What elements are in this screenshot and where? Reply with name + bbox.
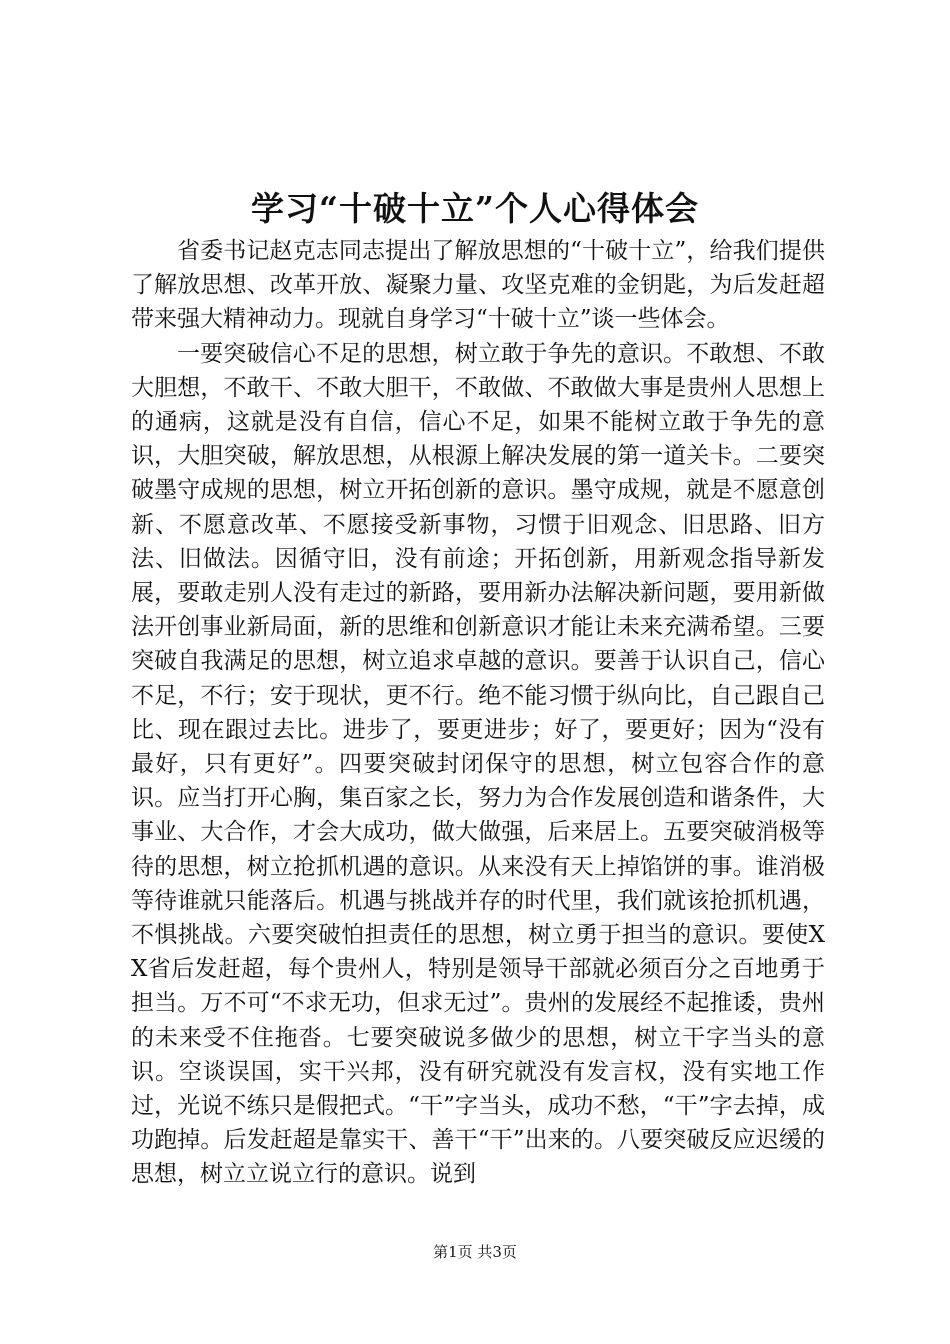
document-body [131,234,825,1192]
page-number-footer: 第1页 共3页 [433,1243,517,1261]
paragraph-intro: 省委书记赵克志同志提出了解放思想的“十破十立”，给我们提供了解放思想、改革开放、凝聚力量、攻坚克难的金钥匙，为后发赶超带来强大精神动力。现就自身学习“十破十立”谈一些体会。 [131,238,825,333]
document-title: 学习“十破十立”个人心得体会 [251,189,699,228]
paragraph-main: 一要突破信心不足的思想，树立敢于争先的意识。不敢想、不敢大胆想，不敢干、不敢大胆干，不敢做、不敢做大事是贵州人思想上的通病，这就是没有自信，信心不足，如果不能树立敢于争先的意识，大胆突破，解放思想，从根源上解决发展的第一道关卡。二要突破墨守成规的思想，树立开拓创新的意识。墨守成规，就是不愿意创新、不愿意改革、不愿接受新事物，习惯于旧观念、旧思路、旧方法、旧做法。因循守旧，没有前途；开拓创新，用新观念指导新发展，要敢走别人没有走过的新路，要用新办法解决新问题，要用新做法开创事业新局面，新的思维和创新意识才能让未来充满希望。三要突破自我满足的思想，树立追求卓越的意识。要善于认识自己，信心不足，不行；安于现状，更不行。绝不能习惯于纵向比，自己跟自己比、现在跟过去比。进步了，要更进步；好了，要更好；因为“没有最好，只有更好”。四要突破封闭保守的思想，树立包容合作的意识。应当打开心胸，集百家之长，努力为合作发展创造和谐条件，大事业、大合作，才会大成功，做大做强，后来居上。五要突破消极等待的思想，树立抢抓机遇的意识。从来没有天上掉馅饼的事。谁消极等待谁就只能落后。机遇与挑战并存的时代里，我们就该抢抓机遇，不惧挑战。六要突破怕担责任的思想，树立勇于担当的意识。要使XX省后发赶超，每个贵州人，特别是领导干部就必须百分之百地勇于担当。万不可“不求无功，但求无过”。贵州的发展经不起推诿，贵州的未来受不住拖沓。七要突破说多做少的思想，树立干字当头的意识。空谈误国，实干兴邦，没有研究就没有发言权，没有实地工作过，光说不练只是假把式。“干”字当头，成功不愁，“干”字去掉，成功跑掉。后发赶超是靠实干、善干“干”出来的。八要突破反应迟缓的思想，树立立说立行的意识。说到 [131,340,825,1188]
